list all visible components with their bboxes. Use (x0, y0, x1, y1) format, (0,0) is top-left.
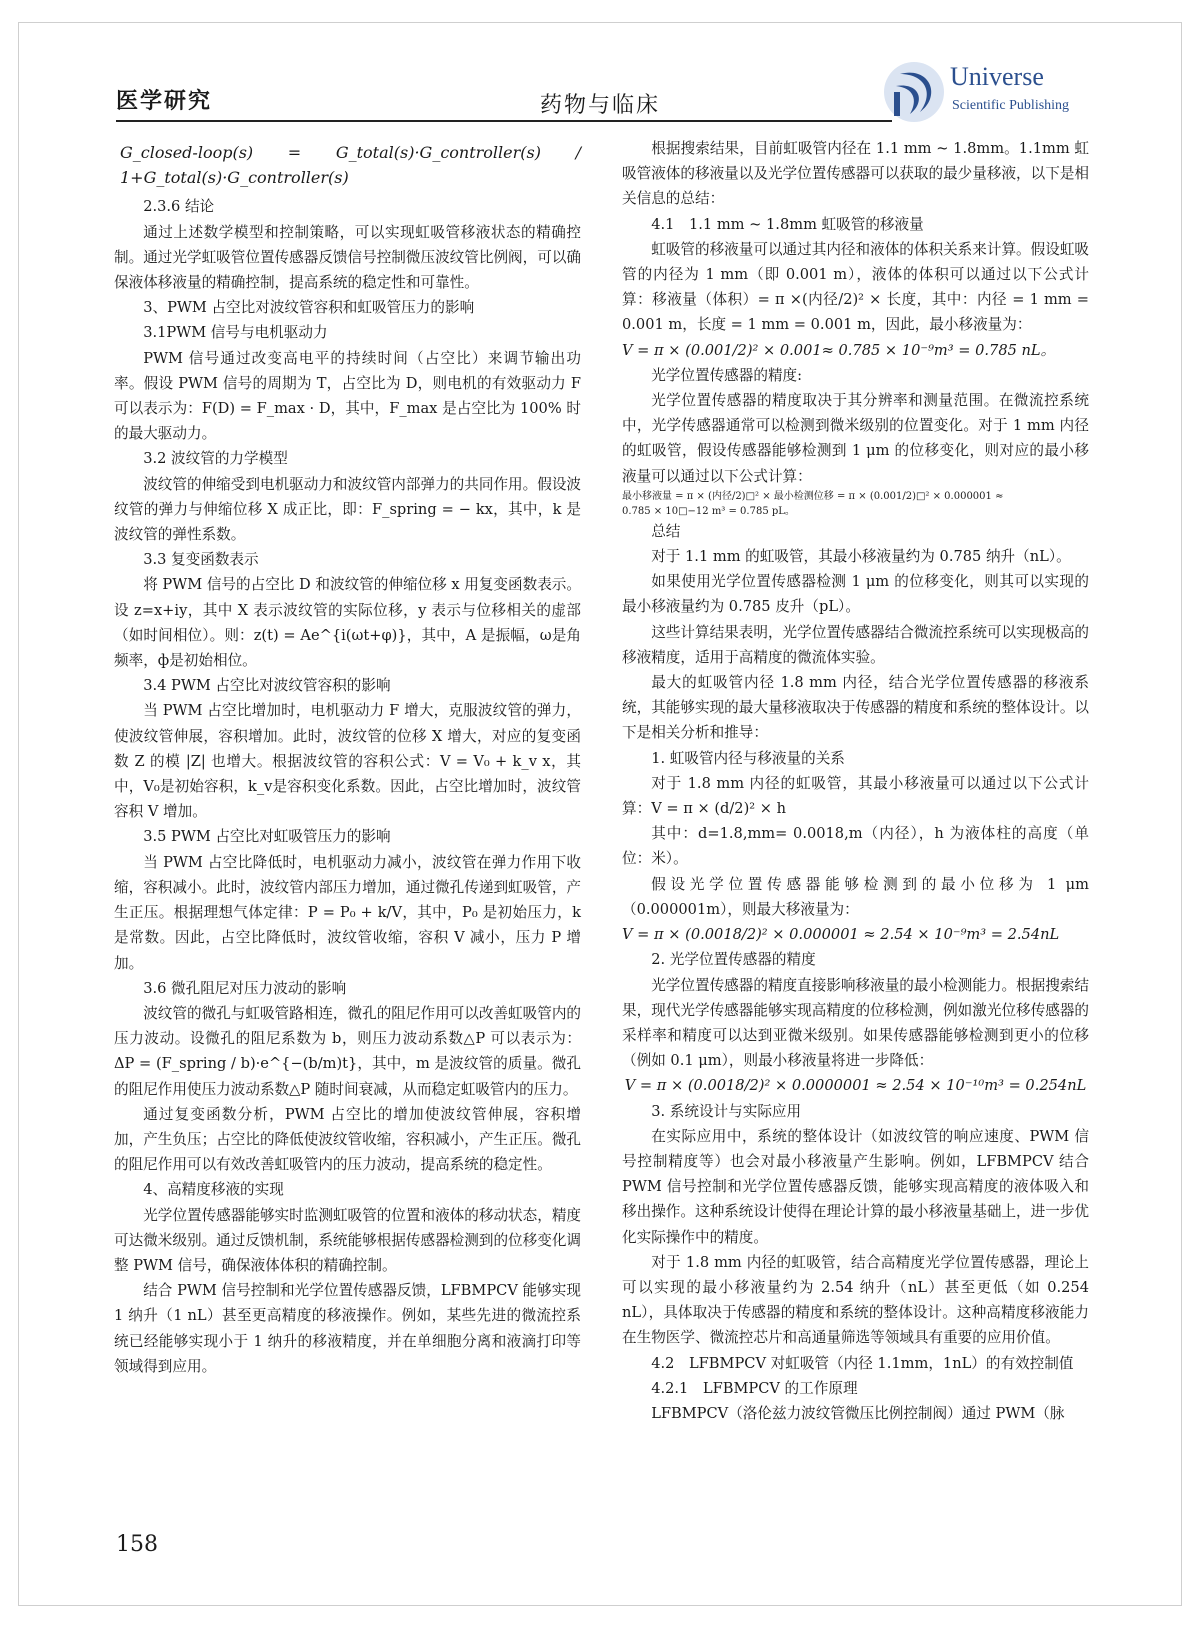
paragraph: 光学位置传感器的精度取决于其分辨率和测量范围。在微流控系统中，光学传感器通常可以检测到微米级别的位置变化。对于 1 mm 内径的虹吸管，假设传感器能够检测到 1 μm 的位移变化，则对应的最小移液量可以通过以下公式计算： (622, 392, 1089, 485)
formula: V = π × (0.001/2)² × 0.001≈ 0.785 × 10⁻⁹m³ = 0.785 nL。 (622, 341, 1056, 359)
section-heading: 2. 光学位置传感器的精度 (651, 951, 816, 969)
paragraph: 将 PWM 信号的占空比 D 和波纹管的伸缩位移 x 用复变函数表示。设 z=x+iy，其中 X 表示波纹管的实际位移，y 表示与位移相关的虚部（如时间相位）。则：z(t) = Ae^{i(ωt+φ)}，其中，A 是振幅，ω是角频率，ф是初始相位。 (114, 576, 581, 670)
section-heading: 4、高精度移液的实现 (143, 1181, 284, 1199)
paragraph: LFBMPCV（洛伦兹力波纹管微压比例控制阀）通过 PWM（脉 (651, 1404, 1065, 1422)
section-heading: 3.6 微孔阻尼对压力波动的影响 (143, 979, 347, 997)
paragraph: 光学位置传感器的精度直接影响移液量的最小检测能力。根据搜索结果，现代光学传感器能够实现高精度的位移检测，例如激光位移传感器的采样率和精度可以达到亚微米级别。如果传感器能够检测到更小的位移（例如 0.1 μm），则最小移液量将进一步降低： (622, 976, 1090, 1070)
logo-subtitle: Scientific Publishing (952, 98, 1070, 113)
journal-title: 药物与临床 (540, 93, 661, 118)
section-heading: 总结 (651, 522, 681, 540)
left-column (114, 136, 581, 1379)
section-heading: 3.4 PWM 占空比对波纹管容积的影响 (143, 677, 391, 695)
paragraph: 对于 1.8 mm 内径的虹吸管，其最小移液量可以通过以下公式计算：V = π × (d/2)² × h (622, 774, 1089, 818)
publisher-logo (880, 56, 1100, 126)
journal-section-title: 医学研究 (116, 89, 213, 114)
paragraph: 虹吸管的移液量可以通过其内径和液体的体积关系来计算。假设虹吸管的内径为 1 mm（即 0.001 m），液体的体积可以通过以下公式计算：移液量（体积）= π ×(内径/2)² × 长度，其中：内径 = 1 mm = 0.001 m，长度 = 1 mm = 0.001 m，因此，最小移液量为： (622, 240, 1090, 334)
right-column (622, 136, 1089, 1426)
paragraph: 对于 1.8 mm 内径的虹吸管，结合高精度光学位置传感器，理论上可以实现的最小移液量约为 2.54 纳升（nL）甚至更低（如 0.254 nL），具体取决于传感器的精度和系统的整体设计。这种高精度移液能力在生物医学、微流控芯片和高通量筛选等领域具有重要的应用价值。 (622, 1253, 1089, 1347)
small-formula-line: 0.785 × 10□−12 m³ = 0.785 pL。 (622, 505, 795, 517)
section-heading: 光学位置传感器的精度: (651, 366, 803, 384)
paragraph: 波纹管的伸缩受到电机驱动力和波纹管内部弹力的共同作用。假设波纹管的弹力与伸缩位移 X 成正比，即：F_spring = − kx，其中，k 是波纹管的弹性系数。 (114, 475, 582, 544)
section-heading: 3.1PWM 信号与电机驱动力 (143, 324, 328, 342)
paragraph: 结合 PWM 信号控制和光学位置传感器反馈，LFBMPCV 能够实现 1 纳升（1 nL）甚至更高精度的移液操作。例如，某些先进的微流控系统已经能够实现小于 1 纳升的移液精度，并在单细胞分离和液滴打印等领域得到应用。 (114, 1282, 581, 1375)
paragraph: 波纹管的微孔与虹吸管路相连，微孔的阻尼作用可以改善虹吸管内的压力波动。设微孔的阻尼系数为 b，则压力波动系数△P 可以表示为：ΔP = (F_spring / b)·e^{−(b/m)t}，其中，m 是波纹管的质量。微孔的阻尼作用使压力波动系数△P 随时间衰减，从而稳定虹吸管内的压力。 (114, 1004, 582, 1098)
section-heading: 4.2 LFBMPCV 对虹吸管（内径 1.1mm，1nL）的有效控制值 (651, 1354, 1074, 1372)
paragraph: 其中：d=1.8,mm= 0.0018,m（内径），h 为液体柱的高度（单位：米）。 (622, 825, 1089, 868)
page-number: 158 (116, 1532, 158, 1557)
formula: V = π × (0.0018/2)² × 0.0000001 ≈ 2.54 × 10⁻¹⁰m³ = 0.254nL (624, 1077, 1087, 1095)
paragraph: 假设光学位置传感器能够检测到的最小位移为 1 μm（0.000001m），则最大移液量为： (622, 875, 1089, 918)
paragraph: 光学位置传感器能够实时监测虹吸管的位置和液体的移动状态，精度可达微米级别。通过反馈机制，系统能够根据传感器检测到的位移变化调整 PWM 信号，确保液体体积的精确控制。 (114, 1206, 582, 1274)
paragraph: 在实际应用中，系统的整体设计（如波纹管的响应速度、PWM 信号控制精度等）也会对最小移液量产生影响。例如，LFBMPCV 结合 PWM 信号控制和光学位置传感器反馈，能够实现高精度的液体吸入和移出操作。这种系统设计使得在理论计算的最小移液量基础上，进一步优化实际操作中的精度。 (622, 1127, 1090, 1246)
paragraph: 对于 1.1 mm 的虹吸管，其最小移液量约为 0.785 纳升（nL）。 (651, 548, 1071, 566)
header-rule (116, 120, 892, 122)
paragraph: 通过上述数学模型和控制策略，可以实现虹吸管移液状态的精确控制。通过光学虹吸管位置传感器反馈信号控制微压波纹管比例阀，可以确保液体移液量的精确控制，提高系统的稳定性和可靠性。 (114, 223, 582, 292)
paragraph: 这些计算结果表明，光学位置传感器结合微流控系统可以实现极高的移液精度，适用于高精度的微流体实验。 (622, 623, 1090, 666)
universe-logo-icon (880, 56, 950, 126)
small-formula-line: 最小移液量 = π × (内径/2)□² × 最小检测位移 = π × (0.001/2)□² × 0.000001 ≈ (622, 490, 1004, 502)
paragraph: 如果使用光学位置传感器检测 1 μm 的位移变化，则其可以实现的最小移液量约为 0.785 皮升（pL）。 (622, 573, 1089, 616)
paragraph: 最大的虹吸管内径 1.8 mm 内径，结合光学位置传感器的移液系统，其能够实现的最大量移液取决于传感器的精度和系统的整体设计。以下是相关分析和推导： (622, 674, 1090, 742)
paragraph: 当 PWM 占空比降低时，电机驱动力减小，波纹管在弹力作用下收缩，容积减小。此时，波纹管内部压力增加，通过微孔传递到虹吸管，产生正压。根据理想气体定律：P = P₀ + k/V，其中，P₀ 是初始压力，k 是常数。因此，占空比降低时，波纹管收缩，容积 V 减小，压力 P 增加。 (114, 853, 582, 972)
section-heading: 3、PWM 占空比对波纹管容积和虹吸管压力的影响 (143, 299, 475, 317)
paragraph: 根据搜索结果，目前虹吸管内径在 1.1 mm ~ 1.8mm。1.1mm 虹吸管液体的移液量以及光学位置传感器可以获取的最少量移液，以下是相关信息的总结： (622, 140, 1090, 208)
section-heading: 2.3.6 结论 (143, 198, 215, 216)
section-heading: 3.3 复变函数表示 (143, 551, 259, 569)
formula: V = π × (0.0018/2)² × 0.000001 ≈ 2.54 × 10⁻⁹m³ = 2.54nL (622, 926, 1060, 944)
section-heading: 3.5 PWM 占空比对虹吸管压力的影响 (143, 828, 391, 846)
logo-name: Universe (950, 62, 1044, 91)
section-heading: 4.1 1.1 mm ~ 1.8mm 虹吸管的移液量 (651, 215, 924, 233)
closed-loop-formula: G_closed-loop(s) = G_total(s)·G_controller(s) / 1+G_total(s)·G_controller(s) (120, 143, 581, 188)
paragraph: PWM 信号通过改变高电平的持续时间（占空比）来调节输出功率。假设 PWM 信号的周期为 T，占空比为 D，则电机的有效驱动力 F 可以表示为：F(D) = F_max · D，其中，F_max 是占空比为 100% 时的最大驱动力。 (114, 349, 581, 443)
paragraph: 通过复变函数分析，PWM 占空比的增加使波纹管伸展，容积增加，产生负压；占空比的降低使波纹管收缩，容积减小，产生正压。微孔的阻尼作用可以有效改善虹吸管内的压力波动，提高系统的稳定性。 (114, 1105, 582, 1174)
paragraph: 当 PWM 占空比增加时，电机驱动力 F 增大，克服波纹管的弹力，使波纹管伸展，容积增加。此时，波纹管的位移 X 增大，对应的复变函数 Z 的模 |Z| 也增大。根据波纹管的容积公式：V = V₀ + k_v x，其中，V₀是初始容积，k_v是容积变化系数。因此，占空比增加时，波纹管容积 V 增加。 (114, 702, 581, 821)
section-heading: 1. 虹吸管内径与移液量的关系 (651, 749, 845, 767)
section-heading: 4.2.1 LFBMPCV 的工作原理 (651, 1379, 858, 1397)
section-heading: 3.2 波纹管的力学模型 (143, 450, 288, 468)
section-heading: 3. 系统设计与实际应用 (651, 1102, 802, 1120)
